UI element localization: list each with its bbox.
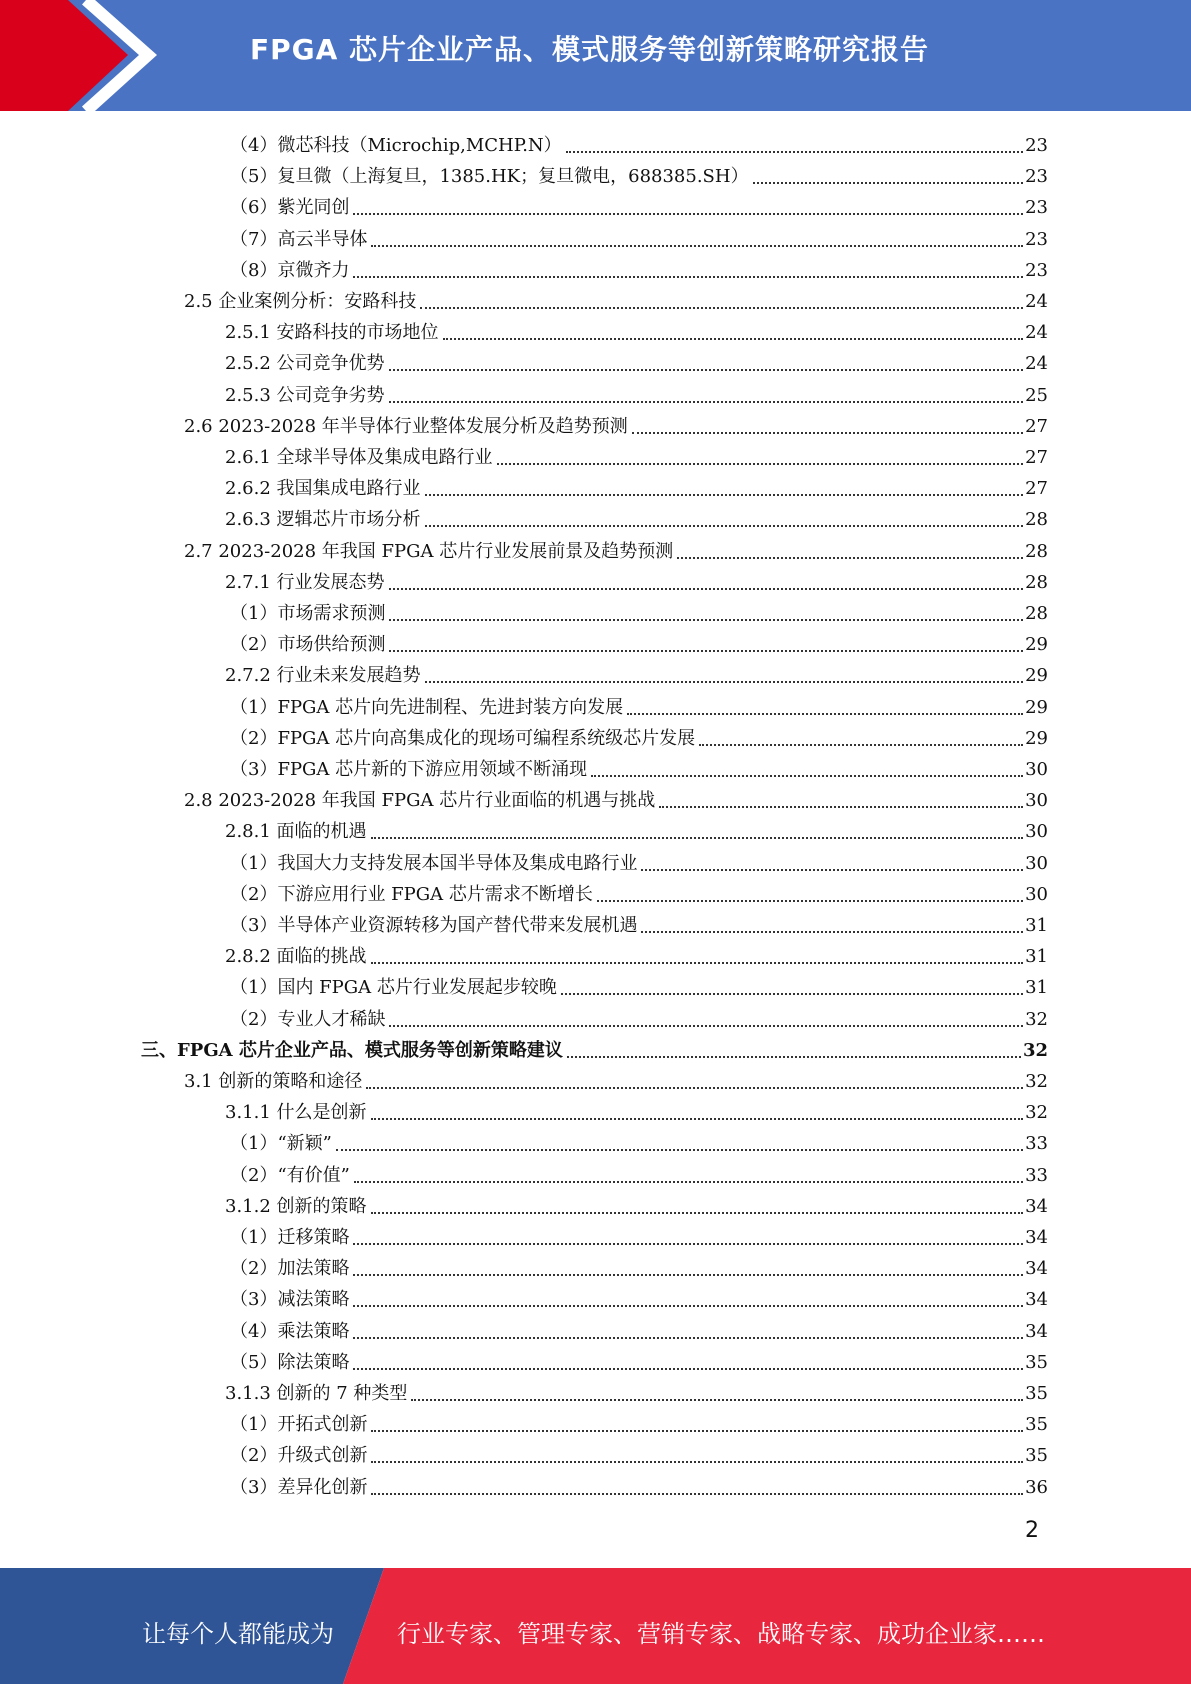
toc-entry[interactable] — [184, 534, 1048, 564]
toc-entry-page: 30 — [1025, 790, 1048, 812]
toc-dot-leader — [366, 1087, 1023, 1089]
toc-entry-page: 35 — [1025, 1414, 1048, 1436]
toc-dot-leader — [371, 837, 1024, 839]
toc-entry-label: （2）下游应用行业 FPGA 芯片需求不断增长 — [230, 883, 593, 905]
toc-entry[interactable] — [225, 1376, 1048, 1406]
toc-entry[interactable] — [225, 502, 1048, 532]
toc-entry-page: 29 — [1025, 727, 1048, 749]
toc-entry[interactable] — [225, 658, 1048, 688]
toc-entry-page: 32 — [1025, 1102, 1048, 1124]
toc-dot-leader — [353, 1274, 1023, 1276]
toc-entry-label: 2.8.1 面临的机遇 — [225, 821, 367, 843]
toc-dot-leader — [411, 1399, 1023, 1401]
toc-entry-page: 23 — [1025, 228, 1048, 250]
report-title: FPGA 芯片企业产品、模式服务等创新策略研究报告 — [250, 33, 930, 66]
toc-entry[interactable] — [230, 721, 1048, 751]
toc-entry-label: 2.7.1 行业发展态势 — [225, 571, 385, 593]
toc-entry[interactable] — [184, 1064, 1048, 1094]
toc-entry-page: 34 — [1025, 1258, 1048, 1280]
toc-entry[interactable] — [230, 159, 1048, 189]
toc-entry-page: 31 — [1025, 946, 1048, 968]
toc-entry-label: 3.1.1 什么是创新 — [225, 1102, 367, 1124]
toc-dot-leader — [420, 307, 1023, 309]
toc-entry[interactable] — [230, 1438, 1048, 1468]
toc-entry-page: 30 — [1025, 759, 1048, 780]
toc-entry-page: 32 — [1025, 1008, 1048, 1030]
toc-entry[interactable] — [225, 814, 1048, 844]
toc-entry-label: 2.7 2023-2028 年我国 FPGA 芯片行业发展前景及趋势预测 — [184, 540, 674, 562]
toc-entry-page: 24 — [1025, 322, 1048, 344]
toc-entry[interactable] — [225, 1095, 1048, 1125]
toc-entry[interactable] — [225, 315, 1048, 345]
toc-entry-label: （2）专业人才稀缺 — [230, 1008, 386, 1030]
footer-slogan-left: 让每个人都能成为 — [142, 1620, 334, 1648]
toc-entry-page: 35 — [1025, 1351, 1048, 1373]
toc-entry-label: 3.1.2 创新的策略 — [225, 1195, 367, 1217]
toc-entry[interactable] — [184, 409, 1048, 439]
toc-entry-label: （2）升级式创新 — [230, 1445, 368, 1467]
toc-entry-page: 24 — [1025, 291, 1048, 312]
toc-entry-label: （2）“有价值” — [230, 1164, 350, 1186]
toc-entry-page: 23 — [1025, 197, 1048, 219]
toc-entry-label: （5）除法策略 — [230, 1351, 350, 1373]
toc-entry-label: 2.5.3 公司竞争劣势 — [225, 384, 385, 406]
toc-entry[interactable] — [225, 1189, 1048, 1219]
toc-entry-label: （2）FPGA 芯片向高集成化的现场可编程系统级芯片发展 — [230, 727, 696, 749]
toc-entry[interactable] — [230, 222, 1048, 252]
toc-dot-leader — [677, 557, 1023, 559]
toc-dot-leader — [425, 525, 1024, 527]
toc-entry-page: 27 — [1025, 478, 1048, 500]
toc-entry-page: 30 — [1025, 883, 1048, 905]
toc-dot-leader — [371, 1118, 1024, 1120]
toc-entry-page: 28 — [1025, 571, 1048, 593]
toc-entry-page: 32 — [1022, 1039, 1048, 1061]
toc-entry[interactable] — [230, 846, 1048, 876]
toc-dot-leader — [371, 1493, 1023, 1495]
toc-entry[interactable] — [225, 471, 1048, 501]
toc-entry-page: 29 — [1025, 665, 1048, 687]
toc-dot-leader — [389, 588, 1024, 590]
toc-dot-leader — [371, 1430, 1023, 1432]
page-number: 2 — [1025, 1518, 1039, 1543]
toc-entry-page: 27 — [1025, 447, 1048, 468]
toc-dot-leader — [425, 494, 1024, 496]
toc-entry-page: 27 — [1025, 415, 1048, 437]
toc-entry[interactable] — [230, 1282, 1048, 1312]
toc-entry[interactable] — [230, 1158, 1048, 1188]
toc-entry[interactable] — [225, 378, 1048, 408]
toc-entry[interactable] — [184, 284, 1048, 314]
toc-dot-leader — [353, 1337, 1023, 1339]
toc-entry[interactable] — [230, 1002, 1048, 1032]
toc-entry-label: （5）复旦微（上海复旦，1385.HK；复旦微电，688385.SH） — [230, 166, 749, 188]
toc-dot-leader — [353, 276, 1023, 278]
toc-entry-label: （8）京微齐力 — [230, 259, 350, 281]
toc-entry-page: 35 — [1025, 1445, 1048, 1467]
toc-entry-label: （3）FPGA 芯片新的下游应用领域不断涌现 — [230, 759, 588, 780]
toc-entry-label: （3）半导体产业资源转移为国产替代带来发展机遇 — [230, 915, 638, 936]
toc-dot-leader — [371, 962, 1024, 964]
toc-entry[interactable] — [230, 877, 1048, 907]
toc-entry-page: 24 — [1025, 353, 1048, 375]
toc-entry-page: 25 — [1025, 384, 1048, 406]
toc-dot-leader — [566, 151, 1023, 153]
toc-entry-label: 2.5 企业案例分析：安路科技 — [184, 291, 417, 312]
toc-entry[interactable] — [230, 690, 1048, 720]
toc-entry[interactable] — [230, 596, 1048, 626]
toc-entry[interactable] — [225, 346, 1048, 376]
toc-entry-label: （1）国内 FPGA 芯片行业发展起步较晚 — [230, 977, 557, 999]
toc-entry[interactable] — [225, 440, 1048, 470]
toc-entry-page: 28 — [1025, 509, 1048, 531]
toc-entry-label: （3）减法策略 — [230, 1289, 350, 1311]
toc-entry-label: （6）紫光同创 — [230, 197, 350, 219]
toc-entry-page: 29 — [1025, 634, 1048, 656]
toc-entry-label: （1）“新颖” — [230, 1133, 332, 1155]
toc-dot-leader — [353, 1305, 1023, 1307]
toc-dot-leader — [353, 1243, 1023, 1245]
toc-dot-leader — [336, 1149, 1023, 1151]
toc-dot-leader — [389, 1025, 1023, 1027]
toc-entry-page: 31 — [1025, 977, 1048, 999]
page-header — [0, 0, 1191, 111]
toc-dot-leader — [591, 775, 1023, 777]
toc-entry[interactable] — [230, 908, 1048, 938]
toc-entry-page: 30 — [1025, 821, 1048, 843]
toc-entry-label: 3.1.3 创新的 7 种类型 — [225, 1383, 408, 1404]
toc-dot-leader — [627, 713, 1023, 715]
toc-dot-leader — [354, 1181, 1023, 1183]
toc-entry-page: 23 — [1025, 135, 1048, 156]
toc-dot-leader — [389, 619, 1023, 621]
toc-entry-label: 2.6 2023-2028 年半导体行业整体发展分析及趋势预测 — [184, 415, 628, 437]
toc-entry-label: （3）差异化创新 — [230, 1476, 368, 1498]
toc-entry-label: 三、FPGA 芯片企业产品、模式服务等创新策略建议 — [141, 1039, 563, 1061]
footer-slogan-right: 行业专家、管理专家、营销专家、战略专家、成功企业家…… — [397, 1620, 1045, 1648]
toc-entry[interactable] — [141, 1033, 1048, 1063]
toc-entry-page: 32 — [1025, 1071, 1048, 1092]
toc-entry[interactable] — [230, 1126, 1048, 1156]
toc-entry-label: 2.5.1 安路科技的市场地位 — [225, 322, 439, 344]
toc-dot-leader — [371, 245, 1023, 247]
toc-entry[interactable] — [230, 1345, 1048, 1375]
toc-entry-page: 34 — [1025, 1195, 1048, 1217]
toc-entry-label: 2.8 2023-2028 年我国 FPGA 芯片行业面临的机遇与挑战 — [184, 790, 656, 812]
toc-entry-page: 30 — [1025, 852, 1048, 874]
toc-entry-page: 33 — [1025, 1164, 1048, 1186]
toc-dot-leader — [567, 1056, 1021, 1058]
toc-entry[interactable] — [230, 1314, 1048, 1344]
toc-entry-label: （1）市场需求预测 — [230, 603, 386, 624]
toc-dot-leader — [389, 401, 1024, 403]
toc-entry-label: （4）微芯科技（Microchip,MCHP.N） — [230, 135, 562, 156]
toc-dot-leader — [641, 931, 1023, 933]
toc-dot-leader — [425, 681, 1024, 683]
toc-entry[interactable] — [230, 1407, 1048, 1437]
toc-entry-label: （1）我国大力支持发展本国半导体及集成电路行业 — [230, 852, 638, 874]
toc-dot-leader — [659, 806, 1023, 808]
toc-dot-leader — [632, 432, 1023, 434]
toc-entry[interactable] — [230, 1220, 1048, 1250]
toc-entry-label: （1）开拓式创新 — [230, 1414, 368, 1436]
toc-entry[interactable] — [225, 565, 1048, 595]
page-footer — [0, 1568, 1191, 1684]
toc-entry-label: 2.6.2 我国集成电路行业 — [225, 478, 421, 500]
toc-entry-label: 2.5.2 公司竞争优势 — [225, 353, 385, 375]
toc-entry[interactable] — [230, 1470, 1048, 1500]
toc-entry[interactable] — [230, 190, 1048, 220]
toc-dot-leader — [353, 213, 1023, 215]
toc-entry[interactable] — [184, 783, 1048, 813]
toc-dot-leader — [597, 900, 1023, 902]
toc-entry-page: 28 — [1025, 540, 1048, 562]
toc-entry-page: 28 — [1025, 603, 1048, 624]
toc-dot-leader — [561, 993, 1023, 995]
toc-dot-leader — [443, 338, 1024, 340]
toc-entry-label: 2.6.3 逻辑芯片市场分析 — [225, 509, 421, 531]
toc-entry-label: 2.7.2 行业未来发展趋势 — [225, 665, 421, 687]
toc-entry-page: 33 — [1025, 1133, 1048, 1155]
toc-entry-page: 34 — [1025, 1289, 1048, 1311]
header-chevron-graphic — [0, 0, 160, 111]
toc-entry[interactable] — [225, 939, 1048, 969]
toc-entry-page: 23 — [1025, 166, 1048, 188]
toc-entry-page: 34 — [1025, 1320, 1048, 1342]
toc-dot-leader — [497, 463, 1024, 465]
toc-dot-leader — [371, 1212, 1024, 1214]
toc-entry-page: 23 — [1025, 259, 1048, 281]
toc-entry-label: 3.1 创新的策略和途径 — [184, 1071, 363, 1092]
toc-dot-leader — [371, 1461, 1023, 1463]
toc-entry-label: 2.6.1 全球半导体及集成电路行业 — [225, 447, 493, 468]
toc-dot-leader — [699, 744, 1023, 746]
toc-entry-label: （1）FPGA 芯片向先进制程、先进封装方向发展 — [230, 696, 624, 718]
toc-entry-label: （7）高云半导体 — [230, 228, 368, 250]
toc-entry-page: 35 — [1025, 1383, 1048, 1404]
toc-entry-page: 31 — [1025, 915, 1048, 936]
toc-entry-label: （1）迁移策略 — [230, 1227, 350, 1248]
toc-entry-label: （4）乘法策略 — [230, 1320, 350, 1342]
toc-entry[interactable] — [230, 970, 1048, 1000]
toc-dot-leader — [389, 650, 1023, 652]
toc-entry-label: （2）市场供给预测 — [230, 634, 386, 656]
toc-entry[interactable] — [230, 752, 1048, 782]
toc-dot-leader — [641, 869, 1023, 871]
toc-entry[interactable] — [230, 1251, 1048, 1281]
toc-entry-page: 34 — [1025, 1227, 1048, 1248]
toc-entry-page: 36 — [1025, 1476, 1048, 1498]
toc-entry[interactable] — [230, 627, 1048, 657]
toc-entry[interactable] — [230, 128, 1048, 158]
toc-entry-label: 2.8.2 面临的挑战 — [225, 946, 367, 968]
toc-entry-page: 29 — [1025, 696, 1048, 718]
toc-dot-leader — [389, 369, 1024, 371]
toc-dot-leader — [353, 1368, 1023, 1370]
toc-entry[interactable] — [230, 253, 1048, 283]
toc-dot-leader — [753, 182, 1024, 184]
toc-entry-label: （2）加法策略 — [230, 1258, 350, 1280]
